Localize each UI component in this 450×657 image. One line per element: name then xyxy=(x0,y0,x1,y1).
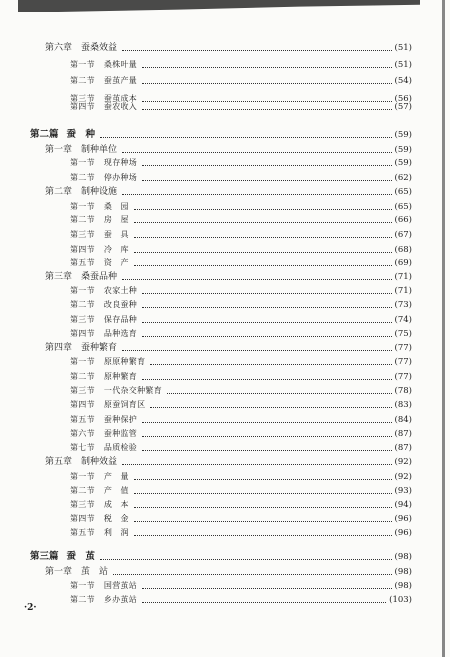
toc-entry-label: 第一节 xyxy=(70,286,95,295)
toc-entry-page: (74) xyxy=(394,315,412,325)
toc-entry-title xyxy=(45,341,119,355)
dot-leader xyxy=(134,221,392,223)
dot-leader xyxy=(150,363,391,365)
toc-entry-text: 制种效益 xyxy=(81,457,118,467)
toc-entry-text: 蚕种保护 xyxy=(103,415,138,424)
dot-leader xyxy=(100,558,392,560)
toc-entry-text: 保存品种 xyxy=(103,315,138,324)
toc-entry xyxy=(70,228,412,242)
toc-entry-title xyxy=(45,455,119,469)
toc-entry-title xyxy=(70,256,131,270)
toc-entry xyxy=(70,58,412,72)
dot-leader xyxy=(167,392,392,394)
toc-entry-label: 第二章 xyxy=(45,187,73,197)
dot-leader xyxy=(142,66,391,68)
dot-leader xyxy=(134,478,392,480)
toc-entry-page: (96) xyxy=(394,528,412,538)
toc-entry-title xyxy=(70,243,131,257)
toc-entry-page: (67) xyxy=(394,230,412,240)
toc-entry-label: 第一节 xyxy=(70,202,95,211)
toc-entry-page: (77) xyxy=(394,343,412,353)
toc-entry-page: (75) xyxy=(394,329,412,339)
toc-entry-label: 第五章 xyxy=(45,457,73,467)
dot-leader xyxy=(142,587,391,589)
toc-entry-label: 第四节 xyxy=(70,329,95,338)
toc-entry xyxy=(70,370,412,384)
toc-entry-label: 第三节 xyxy=(70,500,95,509)
toc-entry-label: 第四节 xyxy=(70,400,95,409)
toc-entry-page: (59) xyxy=(394,158,412,168)
toc-entry-page: (59) xyxy=(394,145,412,155)
toc-entry-label: 第一节 xyxy=(70,158,95,167)
toc-entry-text: 税 金 xyxy=(103,514,129,523)
toc-entry-text: 农家土种 xyxy=(103,286,138,295)
toc-entry-text: 蚕桑效益 xyxy=(81,43,118,53)
dot-leader xyxy=(134,534,392,536)
toc-entry-page: (98) xyxy=(394,552,412,562)
toc-entry-text: 原种繁育 xyxy=(103,372,138,381)
toc-entry-label: 第五节 xyxy=(70,415,95,424)
toc-entry-label: 第五节 xyxy=(70,528,95,537)
toc-entry-title xyxy=(70,74,139,88)
toc-entry-label: 第一节 xyxy=(70,581,95,590)
toc-entry-text: 蚕 具 xyxy=(103,230,129,239)
dot-leader xyxy=(134,251,392,253)
toc-entry-page: (94) xyxy=(394,500,412,510)
toc-entry xyxy=(70,427,412,441)
dot-leader xyxy=(134,492,392,494)
toc-entry-page: (92) xyxy=(394,472,412,482)
toc-entry-label: 第六章 xyxy=(45,43,73,53)
dot-leader xyxy=(142,292,391,294)
toc-entry-label: 第五节 xyxy=(70,258,95,267)
toc-entry xyxy=(45,143,412,157)
toc-entry-text: 资 产 xyxy=(103,258,129,267)
toc-entry-page: (77) xyxy=(394,372,412,382)
toc-entry-page: (59) xyxy=(394,130,412,140)
dot-leader xyxy=(142,378,391,380)
toc-entry-text: 改良蚕种 xyxy=(103,300,138,309)
toc-entry xyxy=(70,413,412,427)
toc-entry-title xyxy=(70,156,139,170)
toc-entry-page: (87) xyxy=(394,429,412,439)
toc-entry-page: (65) xyxy=(394,202,412,212)
toc-entry-text: 房 屋 xyxy=(103,215,129,224)
dot-leader xyxy=(122,193,392,195)
toc-entry-page: (98) xyxy=(394,581,412,591)
toc-entry-title xyxy=(70,200,131,214)
toc-entry-title xyxy=(70,470,131,484)
toc-entry-label: 第二节 xyxy=(70,595,95,604)
dot-leader xyxy=(142,421,391,423)
toc-entry xyxy=(70,441,412,455)
toc-entry-title xyxy=(70,512,131,526)
toc-entry-page: (78) xyxy=(394,386,412,396)
toc-entry-title xyxy=(70,427,139,441)
toc-entry-text: 产 量 xyxy=(103,472,129,481)
dot-leader xyxy=(142,321,391,323)
dot-leader xyxy=(100,136,392,138)
toc-entry-page: (96) xyxy=(394,514,412,524)
toc-entry xyxy=(45,565,412,579)
toc-entry-label: 第一节 xyxy=(70,357,95,366)
toc-entry xyxy=(70,512,412,526)
toc-entry-text: 制种设施 xyxy=(81,187,118,197)
toc-entry-text: 成 本 xyxy=(103,500,129,509)
toc-entry-text: 蚕茧成本 xyxy=(103,94,138,103)
dot-leader xyxy=(134,520,392,522)
toc-entry-label: 第一节 xyxy=(70,472,95,481)
dot-leader xyxy=(134,236,392,238)
dot-leader xyxy=(142,108,391,110)
toc-entry xyxy=(70,298,412,312)
toc-entry-text: 原蚕饲育区 xyxy=(103,400,146,409)
toc-entry-label: 第三节 xyxy=(70,315,95,324)
toc-entry-text: 桑 园 xyxy=(103,202,129,211)
toc-entry-page: (68) xyxy=(394,245,412,255)
toc-entry xyxy=(45,185,412,199)
dot-leader xyxy=(134,506,392,508)
toc-entry-text: 现存种场 xyxy=(103,158,138,167)
toc-entry xyxy=(30,128,412,142)
toc-entry-page: (62) xyxy=(394,173,412,183)
toc-entry xyxy=(70,74,412,88)
toc-entry-label: 第二节 xyxy=(70,372,95,381)
toc-entry-label: 第三章 xyxy=(45,272,73,282)
toc-entry-page: (103) xyxy=(389,595,412,605)
toc-entry-label: 第二节 xyxy=(70,173,95,182)
dot-leader xyxy=(134,208,392,210)
dot-leader xyxy=(113,573,392,575)
dot-leader xyxy=(142,335,391,337)
toc-entry-title xyxy=(70,593,139,607)
toc-entry-text: 蚕农收入 xyxy=(103,102,138,111)
toc-entry-page: (65) xyxy=(394,187,412,197)
toc-entry-title xyxy=(70,284,139,298)
toc-entry-title xyxy=(70,58,139,72)
toc-entry-label: 第四节 xyxy=(70,514,95,523)
toc-entry-label: 第二节 xyxy=(70,215,95,224)
dot-leader xyxy=(142,449,391,451)
toc-entry-page: (87) xyxy=(394,443,412,453)
toc-entry xyxy=(70,593,412,607)
dot-leader xyxy=(134,264,392,266)
toc-entry-page: (84) xyxy=(394,415,412,425)
toc-entry xyxy=(70,484,412,498)
dot-leader xyxy=(142,82,391,84)
toc-entry-page: (71) xyxy=(394,286,412,296)
dot-leader xyxy=(142,601,386,603)
toc-entry-page: (83) xyxy=(394,400,412,410)
toc-entry-text: 桑蚕品种 xyxy=(81,272,118,282)
toc-entry-title xyxy=(70,579,139,593)
toc-entry-text: 品质检验 xyxy=(103,443,138,452)
toc-entry xyxy=(30,550,412,564)
toc-entry-label: 第二节 xyxy=(70,300,95,309)
toc-entry xyxy=(70,213,412,227)
toc-entry-title xyxy=(70,327,139,341)
toc-entry-title xyxy=(70,484,131,498)
toc-entry xyxy=(70,156,412,170)
toc-entry-text: 蚕种繁育 xyxy=(81,343,118,353)
dot-leader xyxy=(122,349,392,351)
toc-entry-text: 产 值 xyxy=(103,486,129,495)
dot-leader xyxy=(122,463,392,465)
toc-entry-title xyxy=(70,441,139,455)
toc-entry-label: 第一节 xyxy=(70,60,95,69)
toc-entry-title xyxy=(45,185,119,199)
toc-entry xyxy=(70,470,412,484)
toc-entry-text: 原原种繁育 xyxy=(103,357,146,366)
toc-entry xyxy=(70,355,412,369)
toc-entry-page: (71) xyxy=(394,272,412,282)
toc-entry-label: 第三篇 xyxy=(30,551,59,562)
toc-entry-text: 桑株叶量 xyxy=(103,60,138,69)
toc-entry-title xyxy=(70,171,139,185)
toc-entry-text: 制种单位 xyxy=(81,145,118,155)
toc-entry-page: (69) xyxy=(394,258,412,268)
toc-entry-title xyxy=(70,413,139,427)
toc-entry-title xyxy=(30,128,97,142)
toc-entry-title xyxy=(45,41,119,55)
toc-entry-label: 第三节 xyxy=(70,230,95,239)
toc-entry-page: (57) xyxy=(394,102,412,112)
toc-entry xyxy=(70,498,412,512)
toc-entry-title xyxy=(70,100,139,114)
toc-entry-label: 第七节 xyxy=(70,443,95,452)
toc-entry-text: 停办种场 xyxy=(103,173,138,182)
toc-entry xyxy=(45,270,412,284)
toc-entry-text: 利 润 xyxy=(103,528,129,537)
toc-entry-text: 冷 库 xyxy=(103,245,129,254)
toc-entry-page: (54) xyxy=(394,76,412,86)
toc-entry xyxy=(70,200,412,214)
toc-entry-title xyxy=(45,270,119,284)
toc-entry-title xyxy=(70,498,131,512)
toc-entry-title xyxy=(70,313,139,327)
dot-leader xyxy=(142,306,391,308)
dot-leader xyxy=(122,278,392,280)
toc-entry xyxy=(70,171,412,185)
toc-entry-text: 品种选育 xyxy=(103,329,138,338)
toc-entry-title xyxy=(45,565,110,579)
dot-leader xyxy=(150,406,391,408)
toc-entry-page: (93) xyxy=(394,486,412,496)
toc-entry-page: (92) xyxy=(394,457,412,467)
dot-leader xyxy=(122,49,392,51)
toc-entry-label: 第三节 xyxy=(70,94,95,103)
toc-entry-title xyxy=(70,398,147,412)
toc-entry-label: 第二篇 xyxy=(30,129,59,140)
toc-entry-label: 第六节 xyxy=(70,429,95,438)
toc-entry-page: (66) xyxy=(394,215,412,225)
toc-entry-page: (56) xyxy=(394,94,412,104)
toc-entry-page: (51) xyxy=(394,60,412,70)
toc-entry-text: 国营茧站 xyxy=(103,581,138,590)
toc-entry-page: (77) xyxy=(394,357,412,367)
toc-entry-title xyxy=(30,550,97,564)
toc-entry xyxy=(70,256,412,270)
dot-leader xyxy=(142,435,391,437)
toc-entry xyxy=(70,100,412,114)
toc-entry-title xyxy=(70,213,131,227)
toc-entry-title xyxy=(70,228,131,242)
toc-entry-label: 第三节 xyxy=(70,386,95,395)
toc-entry-title xyxy=(70,370,139,384)
toc-entry-label: 第一章 xyxy=(45,145,73,155)
toc-entry-text: 蚕 种 xyxy=(66,129,96,140)
toc-entry-title xyxy=(70,526,131,540)
toc-entry-label: 第四章 xyxy=(45,343,73,353)
toc-entry-label: 第二节 xyxy=(70,486,95,495)
toc-entry-label: 第二节 xyxy=(70,76,95,85)
toc-entry-label: 第一章 xyxy=(45,567,73,577)
toc-entry-text: 蚕种监管 xyxy=(103,429,138,438)
toc-entry xyxy=(45,41,412,55)
toc-entry-text: 茧 站 xyxy=(81,567,109,577)
toc-entry xyxy=(45,455,412,469)
toc-entry xyxy=(45,341,412,355)
dot-leader xyxy=(142,164,391,166)
toc-entry-text: 乡办茧站 xyxy=(103,595,138,604)
toc-entry-label: 第四节 xyxy=(70,102,95,111)
toc-entry xyxy=(70,327,412,341)
toc-entry xyxy=(70,398,412,412)
toc-entry-label: 第四节 xyxy=(70,245,95,254)
toc-entry-page: (51) xyxy=(394,43,412,53)
toc-entry-page: (98) xyxy=(394,567,412,577)
toc-entry xyxy=(70,243,412,257)
toc-entry-text: 蚕 茧 xyxy=(66,551,96,562)
toc-entry xyxy=(70,284,412,298)
toc-entry-page: (73) xyxy=(394,300,412,310)
toc-entry-text: 一代杂交种繁育 xyxy=(103,386,163,395)
toc-entry-title xyxy=(70,384,164,398)
dot-leader xyxy=(142,179,391,181)
dot-leader xyxy=(122,151,392,153)
toc-entry-title xyxy=(45,143,119,157)
toc-entry-title xyxy=(70,298,139,312)
toc-entry xyxy=(70,526,412,540)
toc-entry-title xyxy=(70,355,147,369)
toc-entry xyxy=(70,313,412,327)
toc-entry xyxy=(70,384,412,398)
toc-entry-text: 蚕茧产量 xyxy=(103,76,138,85)
toc-entry xyxy=(70,579,412,593)
page-number: ·2· xyxy=(24,603,37,613)
